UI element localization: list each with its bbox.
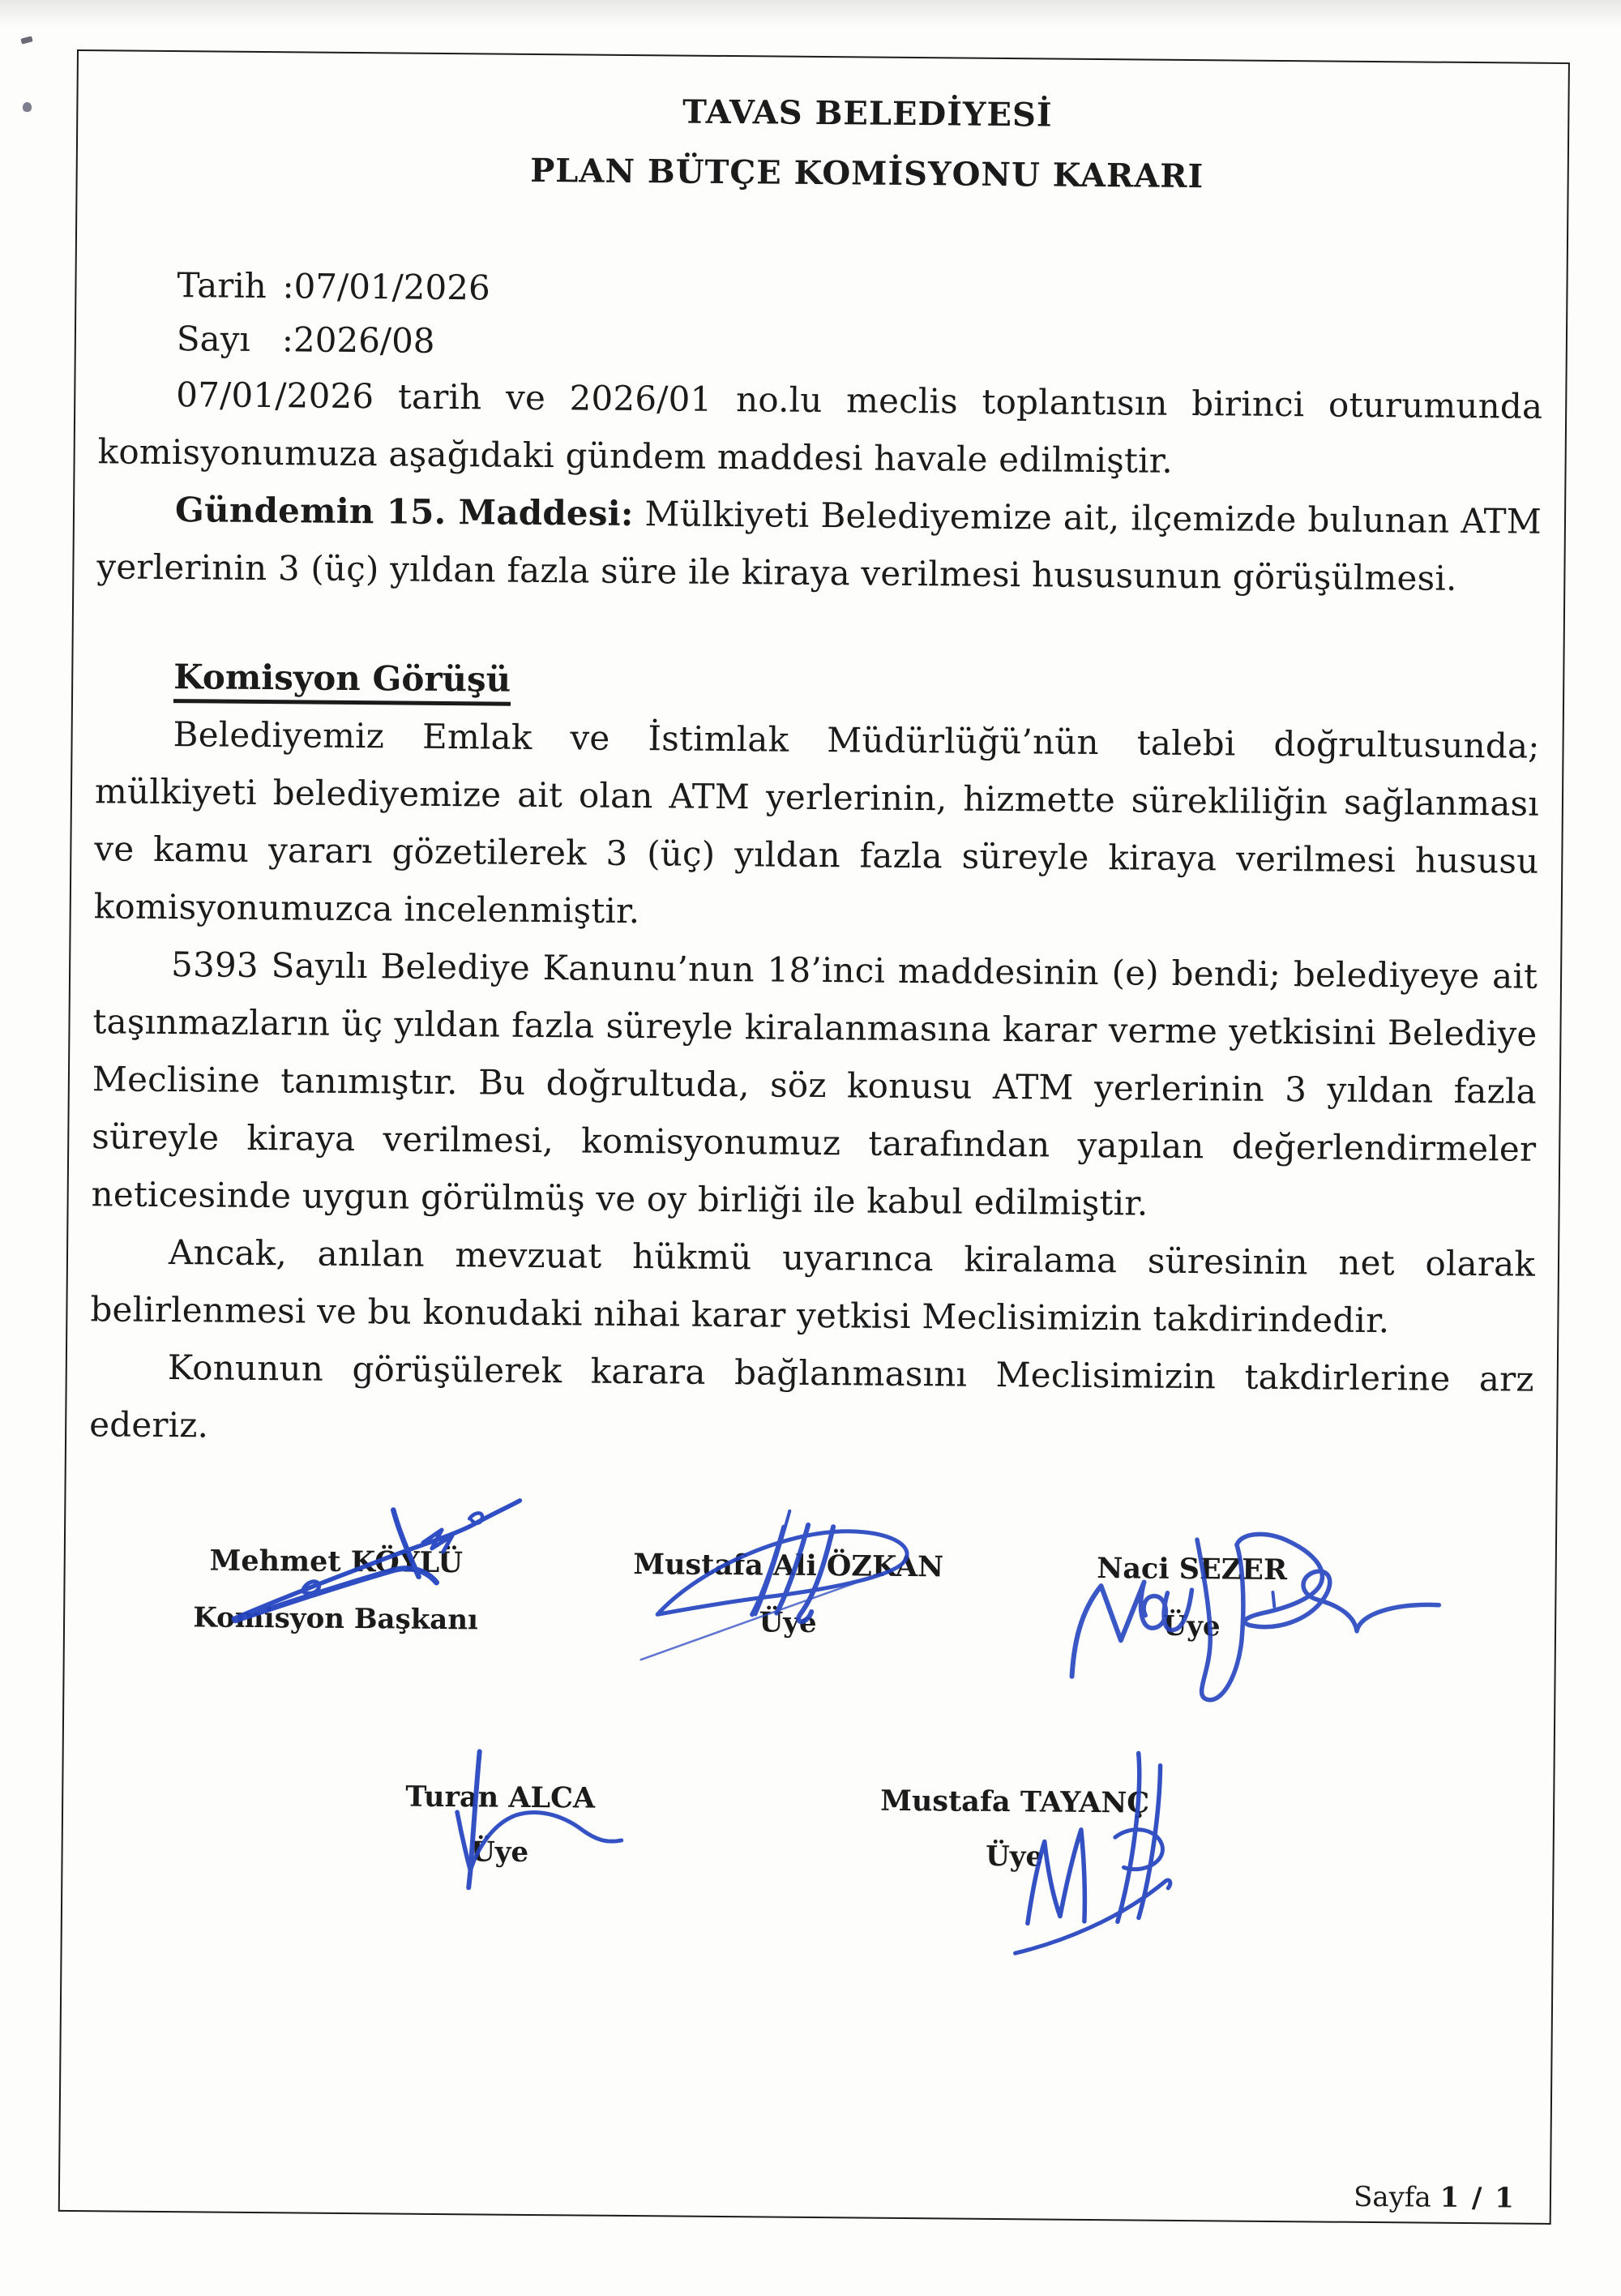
- document-page-border: [58, 49, 1570, 2225]
- doc-meta: [177, 259, 1544, 378]
- closing-paragraph: Konunun görüşülerek karara bağlanmasını Meclisimizin takdirlerine arz ederiz.: [88, 1347, 1534, 1446]
- signature-row-1: [88, 1542, 1533, 1647]
- signature-row-2: [85, 1776, 1530, 1879]
- signatory-name: Mustafa TAYANÇ: [880, 1784, 1150, 1820]
- signatory-name: Mehmet KÖYLÜ: [209, 1544, 464, 1580]
- agenda-text: Mülkiyeti Belediyemize ait, ilçemizde bulunan ATM yerlerinin 3 (üç) yıldan fazla süre ile kiraya verilmesi hususunun görüşülmesi.: [96, 494, 1542, 598]
- number-label: Sayı: [176, 319, 251, 359]
- doc-title: PLAN BÜTÇE KOMİSYONU KARARI: [529, 151, 1204, 196]
- signatory-role: Üye: [759, 1606, 817, 1640]
- page-number: [1354, 2179, 1516, 2217]
- signatory-role: Üye: [470, 1836, 529, 1869]
- signatory-name: Turan ALCA: [405, 1780, 596, 1815]
- agenda-paragraph: [96, 480, 1542, 608]
- signatory-role: Üye: [985, 1840, 1044, 1874]
- page-number-label: Sayfa: [1353, 2180, 1431, 2214]
- date-label: Tarih: [177, 265, 267, 306]
- opinion-heading: Komisyon Görüşü: [173, 648, 1541, 718]
- signatory-name: Naci SEZER: [1097, 1552, 1288, 1587]
- document-body: [60, 51, 1568, 2223]
- scan-speck: [20, 36, 32, 44]
- opinion-paragraph-1: Belediyemiz Emlak ve İstimlak Müdürlüğü’nün talebi doğrultusunda; mülkiyeti belediyemize ait olan ATM yerlerinin, hizmette sürekliliğin sağlanması ve kamu yararı gözetilerek 3 (üç) yıldan fazla süreyle kiraya verilmesi hususu komisyonumuzca incelenmiştir.: [93, 714, 1540, 932]
- number-value: :2026/08: [281, 319, 435, 361]
- date-value: :07/01/2026: [282, 266, 490, 308]
- opinion-paragraph-2: 5393 Sayılı Belediye Kanunu’nun 18’inci maddesinin (e) bendi; belediyeye ait taşınmazların üç yıldan fazla süreyle kiralanmasına karar verme yetkisini Belediye Meclisine tanımıştır. Bu doğrultuda, söz konusu ATM yerlerinin 3 yıldan fazla süreyle kiraya verilmesi, komisyonumuz tarafından yapılan değerlendirmeler neticesinde uygun görülmüş ve oy birliği ile kabul edilmiştir.: [91, 945, 1538, 1223]
- signatory-block: [1017, 1550, 1367, 1646]
- page-number-value: 1 / 1: [1439, 2181, 1516, 2215]
- signatory-block: [325, 1779, 674, 1872]
- signatory-block: [614, 1547, 963, 1643]
- org-title: TAVAS BELEDİYESİ: [682, 92, 1053, 135]
- agenda-label: Gündemin 15. Maddesi:: [174, 490, 634, 534]
- document-header: [145, 88, 1590, 200]
- signatory-name: Mustafa Ali ÖZKAN: [633, 1548, 944, 1584]
- opinion-paragraph-3: Ancak, anılan mevzuat hükmü uyarınca kiralama süresinin net olarak belirlenmesi ve bu konudaki nihai karar yetkisi Meclisimizin takdirindedir.: [90, 1232, 1536, 1341]
- signatory-block: [161, 1543, 511, 1638]
- signatory-block: [840, 1783, 1189, 1876]
- scan-speck: [23, 102, 32, 112]
- intro-paragraph: 07/01/2026 tarih ve 2026/01 no.lu meclis toplantısın birinci oturumunda komisyonumuza aşağıdaki gündem maddesi havale edilmiştir.: [97, 375, 1543, 481]
- signatory-role: Üye: [1162, 1609, 1221, 1643]
- signatory-role: Komisyon Başkanı: [193, 1601, 479, 1637]
